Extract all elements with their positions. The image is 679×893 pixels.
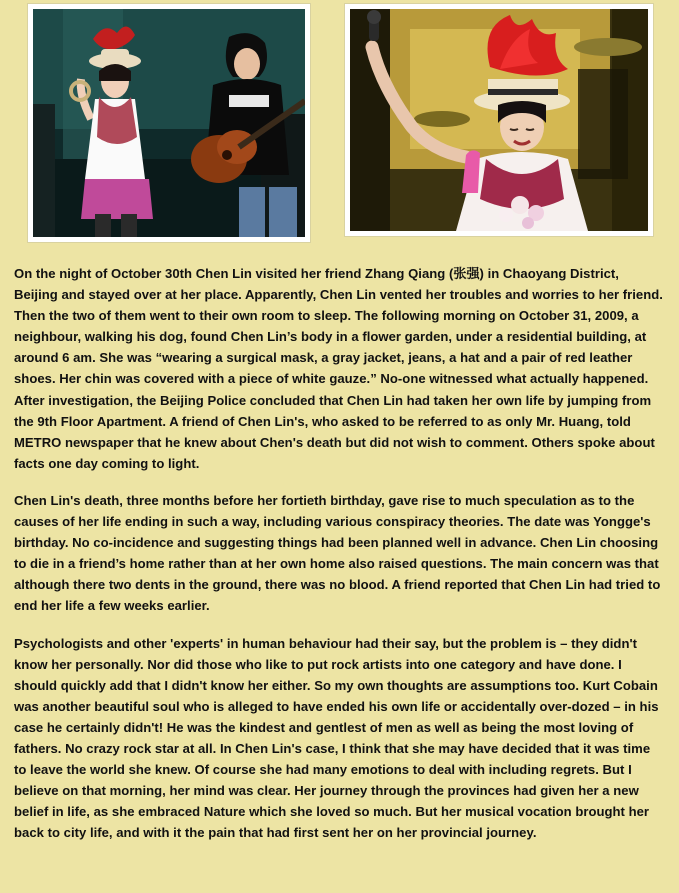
article-paragraph-2: Chen Lin's death, three months before her fortieth birthday, gave rise to much speculation as to the causes of her life ending in such a way, including various conspiracy theories. The date was Yongge's birthday. No co-incidence and suggesting things had been planned well in advance. Chen Lin choosing to die in a friend’s home rather than at her own home also raised questions. The main concern was that although there two dents in the ground, there was no blood. A friend reported that Chen Lin had tried to end her life a few weeks earlier. <box>14 492 661 614</box>
article-paragraph-1: On the night of October 30th Chen Lin visited her friend Zhang Qiang (张强) in Chaoyang District, Beijing and stayed over at her place. Apparently, Chen Lin vented her troubles and worries to her friend. Then the two of them went to their own room to sleep. The following morning on October 31, 2009, a neighbour, walking his dog, found Chen Lin’s body in a flower garden, under a residential building, at around 6 am. She was “wearing a surgical mask, a gray jacket, jeans, a hat and a pair of red leather shoes. Her chin was covered with a piece of white gauze.” No-one witnessed what actually happened. After investigation, the Beijing Police concluded that Chen Lin had taken her own life by jumping from the 9th Floor Apartment. A friend of Chen Lin's, who asked to be referred to as only Mr. Huang, told METRO newspaper that he knew about Chen's death but did not wish to comment. Others spoke about facts one day coming to light. <box>14 266 663 471</box>
photo-chen-lin-singing-with-microphone <box>344 3 654 237</box>
concert-photo-left-image <box>33 9 305 237</box>
concert-photo-right-image <box>350 9 648 231</box>
article-paragraph-3: Psychologists and other 'experts' in human behaviour had their say, but the problem is – they didn't know her personally. Nor did those who like to put rock artists into one category and have done. I should quickly add that I didn't know her either. So my own thoughts are assumptions too. Kurt Cobain was another beautiful soul who is alleged to have ended his own life or accidentally over-dozed – in his case he certainly didn't! He was the kindest and gentlest of men as well as being the most loving of fathers. No crazy rock star at all. In Chen Lin's case, I think that she may have decided that it was time to leave the world she knew. Of course she had many emotions to deal with including regrets. But I believe on that morning, her mind was clear. Her journey through the provinces had given her a new belief in life, as she embraced Nature which she loved so much. But her musical vocation brought her back to city life, and with it the pain that had first sent her on her provincial journey. <box>14 635 659 841</box>
article-body <box>14 263 666 859</box>
photo-chen-lin-with-guitarist <box>27 3 311 243</box>
